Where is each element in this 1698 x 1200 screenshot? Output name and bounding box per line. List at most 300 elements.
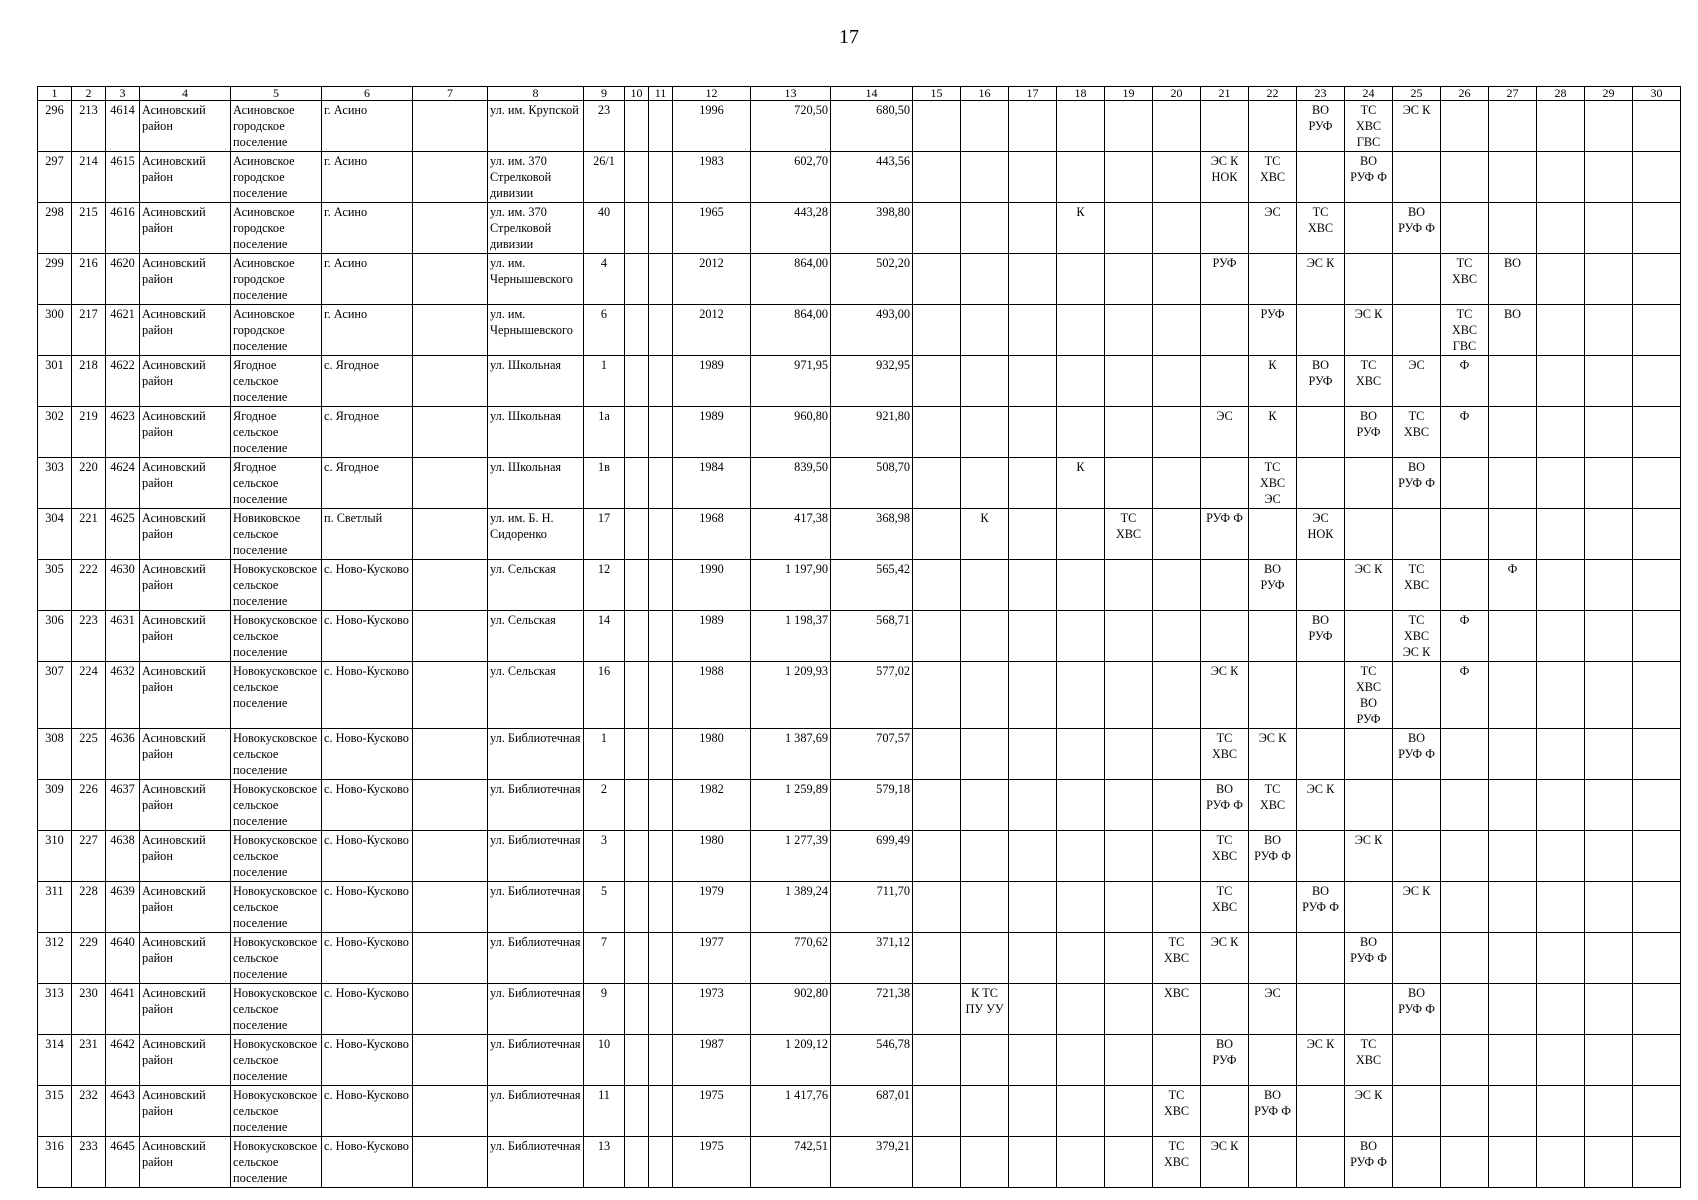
table-cell-col-12: 2012 (673, 305, 751, 356)
table-cell-col-13: 1 259,89 (751, 780, 831, 831)
column-header-14: 14 (831, 87, 913, 101)
table-cell-col-8: ул. Библиотечная (488, 1035, 584, 1086)
table-cell-col-16 (961, 611, 1009, 662)
table-cell-col-10 (625, 780, 649, 831)
table-cell-col-17 (1009, 254, 1057, 305)
table-cell-col-2: 231 (72, 1035, 106, 1086)
table-cell-col-24 (1345, 882, 1393, 933)
column-header-18: 18 (1057, 87, 1105, 101)
table-cell-col-13: 742,51 (751, 1137, 831, 1188)
table-cell-col-10 (625, 152, 649, 203)
table-cell-col-7 (413, 780, 488, 831)
table-row (38, 984, 1681, 1035)
table-cell-col-20 (1153, 882, 1201, 933)
table-cell-col-22: ТС ХВС (1249, 780, 1297, 831)
table-cell-col-5: Новокусковское сельское поселение (231, 933, 322, 984)
table-cell-col-8: ул. Библиотечная (488, 780, 584, 831)
table-cell-col-4: Асиновский район (140, 458, 231, 509)
table-cell-col-18 (1057, 831, 1105, 882)
table-cell-col-4: Асиновский район (140, 662, 231, 729)
table-cell-col-18: К (1057, 458, 1105, 509)
column-header-6: 6 (322, 87, 413, 101)
table-cell-col-23 (1297, 152, 1345, 203)
table-cell-col-11 (649, 203, 673, 254)
table-cell-col-30 (1633, 780, 1681, 831)
table-cell-col-4: Асиновский район (140, 356, 231, 407)
table-cell-col-12: 1965 (673, 203, 751, 254)
table-cell-col-11 (649, 729, 673, 780)
table-cell-col-22: ВО РУФ Ф (1249, 831, 1297, 882)
table-cell-col-6: с. Ново-Кусково (322, 1086, 413, 1137)
table-cell-col-2: 217 (72, 305, 106, 356)
table-cell-col-22: ЭС К (1249, 729, 1297, 780)
table-cell-col-5: Новокусковское сельское поселение (231, 984, 322, 1035)
table-cell-col-20 (1153, 1035, 1201, 1086)
table-cell-col-5: Ягодное сельское поселение (231, 458, 322, 509)
table-cell-col-13: 1 417,76 (751, 1086, 831, 1137)
table-cell-col-7 (413, 203, 488, 254)
table-cell-col-29 (1585, 933, 1633, 984)
table-cell-col-18 (1057, 509, 1105, 560)
table-cell-col-1: 299 (38, 254, 72, 305)
table-cell-col-15 (913, 407, 961, 458)
table-cell-col-12: 1973 (673, 984, 751, 1035)
table-cell-col-27 (1489, 611, 1537, 662)
table-cell-col-1: 311 (38, 882, 72, 933)
table-cell-col-17 (1009, 933, 1057, 984)
table-cell-col-19 (1105, 356, 1153, 407)
table-cell-col-19 (1105, 152, 1153, 203)
table-cell-col-1: 305 (38, 560, 72, 611)
table-cell-col-3: 4639 (106, 882, 140, 933)
table-cell-col-11 (649, 1086, 673, 1137)
table-cell-col-13: 1 209,93 (751, 662, 831, 729)
table-row (38, 831, 1681, 882)
table-cell-col-5: Новиковское сельское поселение (231, 509, 322, 560)
table-cell-col-25 (1393, 1035, 1441, 1086)
table-cell-col-25 (1393, 152, 1441, 203)
table-cell-col-25: ТС ХВС (1393, 560, 1441, 611)
table-cell-col-20 (1153, 729, 1201, 780)
table-cell-col-7 (413, 1137, 488, 1188)
table-cell-col-9: 2 (584, 780, 625, 831)
table-cell-col-30 (1633, 356, 1681, 407)
table-cell-col-3: 4640 (106, 933, 140, 984)
table-cell-col-26 (1441, 458, 1489, 509)
table-cell-col-25: ЭС К (1393, 882, 1441, 933)
table-cell-col-19: ТС ХВС (1105, 509, 1153, 560)
table-cell-col-9: 26/1 (584, 152, 625, 203)
table-cell-col-26: ТС ХВС ГВС (1441, 305, 1489, 356)
table-cell-col-15 (913, 254, 961, 305)
table-cell-col-11 (649, 984, 673, 1035)
table-cell-col-1: 312 (38, 933, 72, 984)
table-cell-col-24: ЭС К (1345, 831, 1393, 882)
table-cell-col-24 (1345, 254, 1393, 305)
table-cell-col-20 (1153, 509, 1201, 560)
table-cell-col-9: 17 (584, 509, 625, 560)
table-cell-col-11 (649, 152, 673, 203)
table-cell-col-13: 443,28 (751, 203, 831, 254)
table-cell-col-29 (1585, 1035, 1633, 1086)
table-cell-col-12: 1982 (673, 780, 751, 831)
table-cell-col-30 (1633, 305, 1681, 356)
table-cell-col-30 (1633, 407, 1681, 458)
column-header-1: 1 (38, 87, 72, 101)
table-cell-col-18 (1057, 305, 1105, 356)
table-cell-col-11 (649, 407, 673, 458)
table-cell-col-25 (1393, 933, 1441, 984)
table-cell-col-27 (1489, 933, 1537, 984)
table-cell-col-9: 3 (584, 831, 625, 882)
table-cell-col-29 (1585, 407, 1633, 458)
table-cell-col-7 (413, 831, 488, 882)
column-header-8: 8 (488, 87, 584, 101)
table-cell-col-24 (1345, 611, 1393, 662)
table-cell-col-15 (913, 203, 961, 254)
table-cell-col-16 (961, 458, 1009, 509)
table-cell-col-8: ул. Школьная (488, 407, 584, 458)
table-cell-col-25 (1393, 662, 1441, 729)
table-cell-col-13: 864,00 (751, 305, 831, 356)
table-cell-col-6: г. Асино (322, 254, 413, 305)
table-cell-col-15 (913, 305, 961, 356)
table-cell-col-1: 306 (38, 611, 72, 662)
table-cell-col-29 (1585, 984, 1633, 1035)
table-cell-col-3: 4615 (106, 152, 140, 203)
table-cell-col-5: Новокусковское сельское поселение (231, 611, 322, 662)
table-cell-col-6: с. Ново-Кусково (322, 560, 413, 611)
table-cell-col-14: 502,20 (831, 254, 913, 305)
table-cell-col-7 (413, 254, 488, 305)
table-cell-col-16 (961, 356, 1009, 407)
table-cell-col-25: ВО РУФ Ф (1393, 203, 1441, 254)
table-cell-col-14: 508,70 (831, 458, 913, 509)
table-cell-col-1: 309 (38, 780, 72, 831)
table-cell-col-7 (413, 458, 488, 509)
table-cell-col-4: Асиновский район (140, 933, 231, 984)
table-cell-col-21 (1201, 305, 1249, 356)
table-cell-col-10 (625, 356, 649, 407)
table-cell-col-1: 297 (38, 152, 72, 203)
table-cell-col-27: Ф (1489, 560, 1537, 611)
table-row (38, 1086, 1681, 1137)
column-header-17: 17 (1009, 87, 1057, 101)
table-cell-col-4: Асиновский район (140, 407, 231, 458)
table-cell-col-6: с. Ягодное (322, 356, 413, 407)
table-cell-col-6: с. Ново-Кусково (322, 831, 413, 882)
table-cell-col-6: с. Ново-Кусково (322, 882, 413, 933)
table-cell-col-26 (1441, 1086, 1489, 1137)
table-cell-col-3: 4620 (106, 254, 140, 305)
table-cell-col-22: ВО РУФ (1249, 560, 1297, 611)
table-cell-col-23: ВО РУФ (1297, 356, 1345, 407)
table-cell-col-19 (1105, 305, 1153, 356)
table-cell-col-28 (1537, 407, 1585, 458)
table-cell-col-21 (1201, 611, 1249, 662)
table-cell-col-24 (1345, 509, 1393, 560)
table-cell-col-26: Ф (1441, 662, 1489, 729)
table-cell-col-23: ВО РУФ Ф (1297, 882, 1345, 933)
table-cell-col-29 (1585, 101, 1633, 152)
table-cell-col-21: ТС ХВС (1201, 831, 1249, 882)
table-cell-col-11 (649, 509, 673, 560)
table-cell-col-29 (1585, 611, 1633, 662)
table-cell-col-28 (1537, 831, 1585, 882)
table-cell-col-28 (1537, 662, 1585, 729)
table-cell-col-14: 921,80 (831, 407, 913, 458)
table-cell-col-23 (1297, 458, 1345, 509)
table-row (38, 152, 1681, 203)
table-cell-col-5: Асиновское городское поселение (231, 101, 322, 152)
table-cell-col-9: 10 (584, 1035, 625, 1086)
table-cell-col-1: 313 (38, 984, 72, 1035)
table-cell-col-30 (1633, 152, 1681, 203)
table-cell-col-27 (1489, 356, 1537, 407)
table-cell-col-14: 699,49 (831, 831, 913, 882)
table-cell-col-28 (1537, 254, 1585, 305)
table-cell-col-18 (1057, 101, 1105, 152)
table-cell-col-6: с. Ново-Кусково (322, 933, 413, 984)
table-cell-col-24 (1345, 458, 1393, 509)
table-cell-col-9: 6 (584, 305, 625, 356)
table-cell-col-2: 215 (72, 203, 106, 254)
table-cell-col-5: Новокусковское сельское поселение (231, 882, 322, 933)
table-cell-col-25 (1393, 831, 1441, 882)
table-cell-col-28 (1537, 305, 1585, 356)
table-cell-col-4: Асиновский район (140, 1086, 231, 1137)
table-cell-col-15 (913, 1137, 961, 1188)
table-cell-col-7 (413, 984, 488, 1035)
table-cell-col-18 (1057, 611, 1105, 662)
table-cell-col-6: г. Асино (322, 305, 413, 356)
table-cell-col-22 (1249, 101, 1297, 152)
table-cell-col-9: 40 (584, 203, 625, 254)
table-cell-col-30 (1633, 203, 1681, 254)
table-cell-col-27 (1489, 509, 1537, 560)
table-cell-col-26 (1441, 933, 1489, 984)
column-header-12: 12 (673, 87, 751, 101)
table-cell-col-2: 213 (72, 101, 106, 152)
table-cell-col-9: 4 (584, 254, 625, 305)
table-cell-col-16 (961, 560, 1009, 611)
table-cell-col-12: 1980 (673, 831, 751, 882)
table-cell-col-2: 218 (72, 356, 106, 407)
table-cell-col-22: ЭС (1249, 203, 1297, 254)
table-cell-col-12: 1987 (673, 1035, 751, 1086)
table-cell-col-28 (1537, 780, 1585, 831)
table-cell-col-11 (649, 101, 673, 152)
table-cell-col-3: 4636 (106, 729, 140, 780)
table-cell-col-13: 960,80 (751, 407, 831, 458)
table-cell-col-20 (1153, 152, 1201, 203)
table-cell-col-14: 493,00 (831, 305, 913, 356)
table-cell-col-26: Ф (1441, 356, 1489, 407)
column-header-24: 24 (1345, 87, 1393, 101)
table-cell-col-15 (913, 662, 961, 729)
table-cell-col-4: Асиновский район (140, 882, 231, 933)
table-cell-col-12: 1989 (673, 611, 751, 662)
table-cell-col-23: ЭС К (1297, 780, 1345, 831)
table-cell-col-3: 4642 (106, 1035, 140, 1086)
table-cell-col-16 (961, 780, 1009, 831)
table-cell-col-12: 1968 (673, 509, 751, 560)
table-cell-col-20 (1153, 831, 1201, 882)
table-cell-col-23 (1297, 1086, 1345, 1137)
table-cell-col-10 (625, 984, 649, 1035)
table-row (38, 662, 1681, 729)
table-cell-col-4: Асиновский район (140, 729, 231, 780)
table-cell-col-28 (1537, 458, 1585, 509)
table-cell-col-3: 4624 (106, 458, 140, 509)
table-cell-col-25: ВО РУФ Ф (1393, 729, 1441, 780)
table-cell-col-17 (1009, 305, 1057, 356)
table-cell-col-9: 5 (584, 882, 625, 933)
table-cell-col-29 (1585, 305, 1633, 356)
table-cell-col-13: 1 387,69 (751, 729, 831, 780)
table-cell-col-21 (1201, 984, 1249, 1035)
table-cell-col-17 (1009, 1086, 1057, 1137)
table-cell-col-11 (649, 458, 673, 509)
table-cell-col-25: ТС ХВС ЭС К (1393, 611, 1441, 662)
table-cell-col-5: Асиновское городское поселение (231, 254, 322, 305)
table-cell-col-12: 1989 (673, 356, 751, 407)
table-cell-col-28 (1537, 203, 1585, 254)
table-cell-col-2: 224 (72, 662, 106, 729)
table-cell-col-8: ул. им. 370 Стрелковой дивизии (488, 152, 584, 203)
table-cell-col-9: 13 (584, 1137, 625, 1188)
table-cell-col-21: ТС ХВС (1201, 882, 1249, 933)
table-cell-col-3: 4643 (106, 1086, 140, 1137)
table-row (38, 101, 1681, 152)
column-header-26: 26 (1441, 87, 1489, 101)
table-cell-col-4: Асиновский район (140, 203, 231, 254)
table-cell-col-22 (1249, 933, 1297, 984)
table-cell-col-28 (1537, 101, 1585, 152)
table-cell-col-24: ТС ХВС (1345, 1035, 1393, 1086)
table-cell-col-28 (1537, 882, 1585, 933)
table-cell-col-26 (1441, 203, 1489, 254)
table-cell-col-17 (1009, 729, 1057, 780)
table-cell-col-12: 1989 (673, 407, 751, 458)
table-cell-col-30 (1633, 458, 1681, 509)
table-cell-col-11 (649, 882, 673, 933)
table-cell-col-10 (625, 729, 649, 780)
table-cell-col-17 (1009, 356, 1057, 407)
table-cell-col-19 (1105, 1035, 1153, 1086)
table-cell-col-23 (1297, 831, 1345, 882)
table-cell-col-12: 1975 (673, 1086, 751, 1137)
table-cell-col-24: ТС ХВС ВО РУФ (1345, 662, 1393, 729)
table-cell-col-26 (1441, 1137, 1489, 1188)
table-cell-col-8: ул. им. Чернышевского (488, 254, 584, 305)
table-row (38, 1035, 1681, 1086)
table-cell-col-25 (1393, 1137, 1441, 1188)
table-cell-col-1: 301 (38, 356, 72, 407)
table-cell-col-17 (1009, 780, 1057, 831)
table-cell-col-6: с. Ново-Кусково (322, 1137, 413, 1188)
table-cell-col-4: Асиновский район (140, 984, 231, 1035)
table-cell-col-7 (413, 356, 488, 407)
table-cell-col-16: К (961, 509, 1009, 560)
table-cell-col-21: РУФ Ф (1201, 509, 1249, 560)
table-cell-col-27 (1489, 984, 1537, 1035)
table-cell-col-4: Асиновский район (140, 831, 231, 882)
table-cell-col-26 (1441, 1035, 1489, 1086)
table-cell-col-4: Асиновский район (140, 1035, 231, 1086)
table-cell-col-14: 371,12 (831, 933, 913, 984)
table-cell-col-16 (961, 152, 1009, 203)
table-cell-col-11 (649, 662, 673, 729)
table-cell-col-10 (625, 305, 649, 356)
table-cell-col-10 (625, 1035, 649, 1086)
table-cell-col-22 (1249, 509, 1297, 560)
table-cell-col-5: Новокусковское сельское поселение (231, 1137, 322, 1188)
table-cell-col-30 (1633, 1035, 1681, 1086)
table-cell-col-22 (1249, 254, 1297, 305)
table-cell-col-3: 4616 (106, 203, 140, 254)
table-cell-col-27 (1489, 662, 1537, 729)
table-cell-col-1: 315 (38, 1086, 72, 1137)
table-cell-col-3: 4630 (106, 560, 140, 611)
table-cell-col-18 (1057, 1137, 1105, 1188)
table-cell-col-13: 720,50 (751, 101, 831, 152)
table-cell-col-9: 1 (584, 729, 625, 780)
table-cell-col-5: Ягодное сельское поселение (231, 407, 322, 458)
table-cell-col-17 (1009, 831, 1057, 882)
table-cell-col-16 (961, 1035, 1009, 1086)
table-cell-col-18 (1057, 560, 1105, 611)
table-cell-col-25: ЭС (1393, 356, 1441, 407)
table-cell-col-19 (1105, 933, 1153, 984)
table-cell-col-17 (1009, 152, 1057, 203)
column-header-21: 21 (1201, 87, 1249, 101)
table-cell-col-23: ЭС НОК (1297, 509, 1345, 560)
table-cell-col-19 (1105, 254, 1153, 305)
table-row (38, 780, 1681, 831)
table-row (38, 407, 1681, 458)
table-cell-col-10 (625, 1086, 649, 1137)
table-cell-col-19 (1105, 560, 1153, 611)
table-cell-col-8: ул. им. Крупской (488, 101, 584, 152)
table-cell-col-23 (1297, 933, 1345, 984)
table-cell-col-13: 1 209,12 (751, 1035, 831, 1086)
table-cell-col-10 (625, 101, 649, 152)
table-cell-col-13: 864,00 (751, 254, 831, 305)
table-cell-col-21: ВО РУФ Ф (1201, 780, 1249, 831)
table-cell-col-8: ул. им. Б. Н. Сидоренко (488, 509, 584, 560)
table-cell-col-21: ЭС К (1201, 933, 1249, 984)
table-cell-col-6: с. Ново-Кусково (322, 662, 413, 729)
table-cell-col-10 (625, 882, 649, 933)
table-cell-col-24: ТС ХВС (1345, 356, 1393, 407)
table-cell-col-16 (961, 933, 1009, 984)
table-cell-col-14: 443,56 (831, 152, 913, 203)
table-cell-col-22: РУФ (1249, 305, 1297, 356)
table-cell-col-27: ВО (1489, 305, 1537, 356)
table-cell-col-23 (1297, 407, 1345, 458)
table-cell-col-30 (1633, 1137, 1681, 1188)
table-cell-col-19 (1105, 662, 1153, 729)
table-cell-col-24 (1345, 984, 1393, 1035)
table-cell-col-25 (1393, 305, 1441, 356)
table-cell-col-1: 298 (38, 203, 72, 254)
table-row (38, 203, 1681, 254)
table-cell-col-7 (413, 152, 488, 203)
table-cell-col-30 (1633, 101, 1681, 152)
table-cell-col-1: 308 (38, 729, 72, 780)
table-cell-col-29 (1585, 356, 1633, 407)
